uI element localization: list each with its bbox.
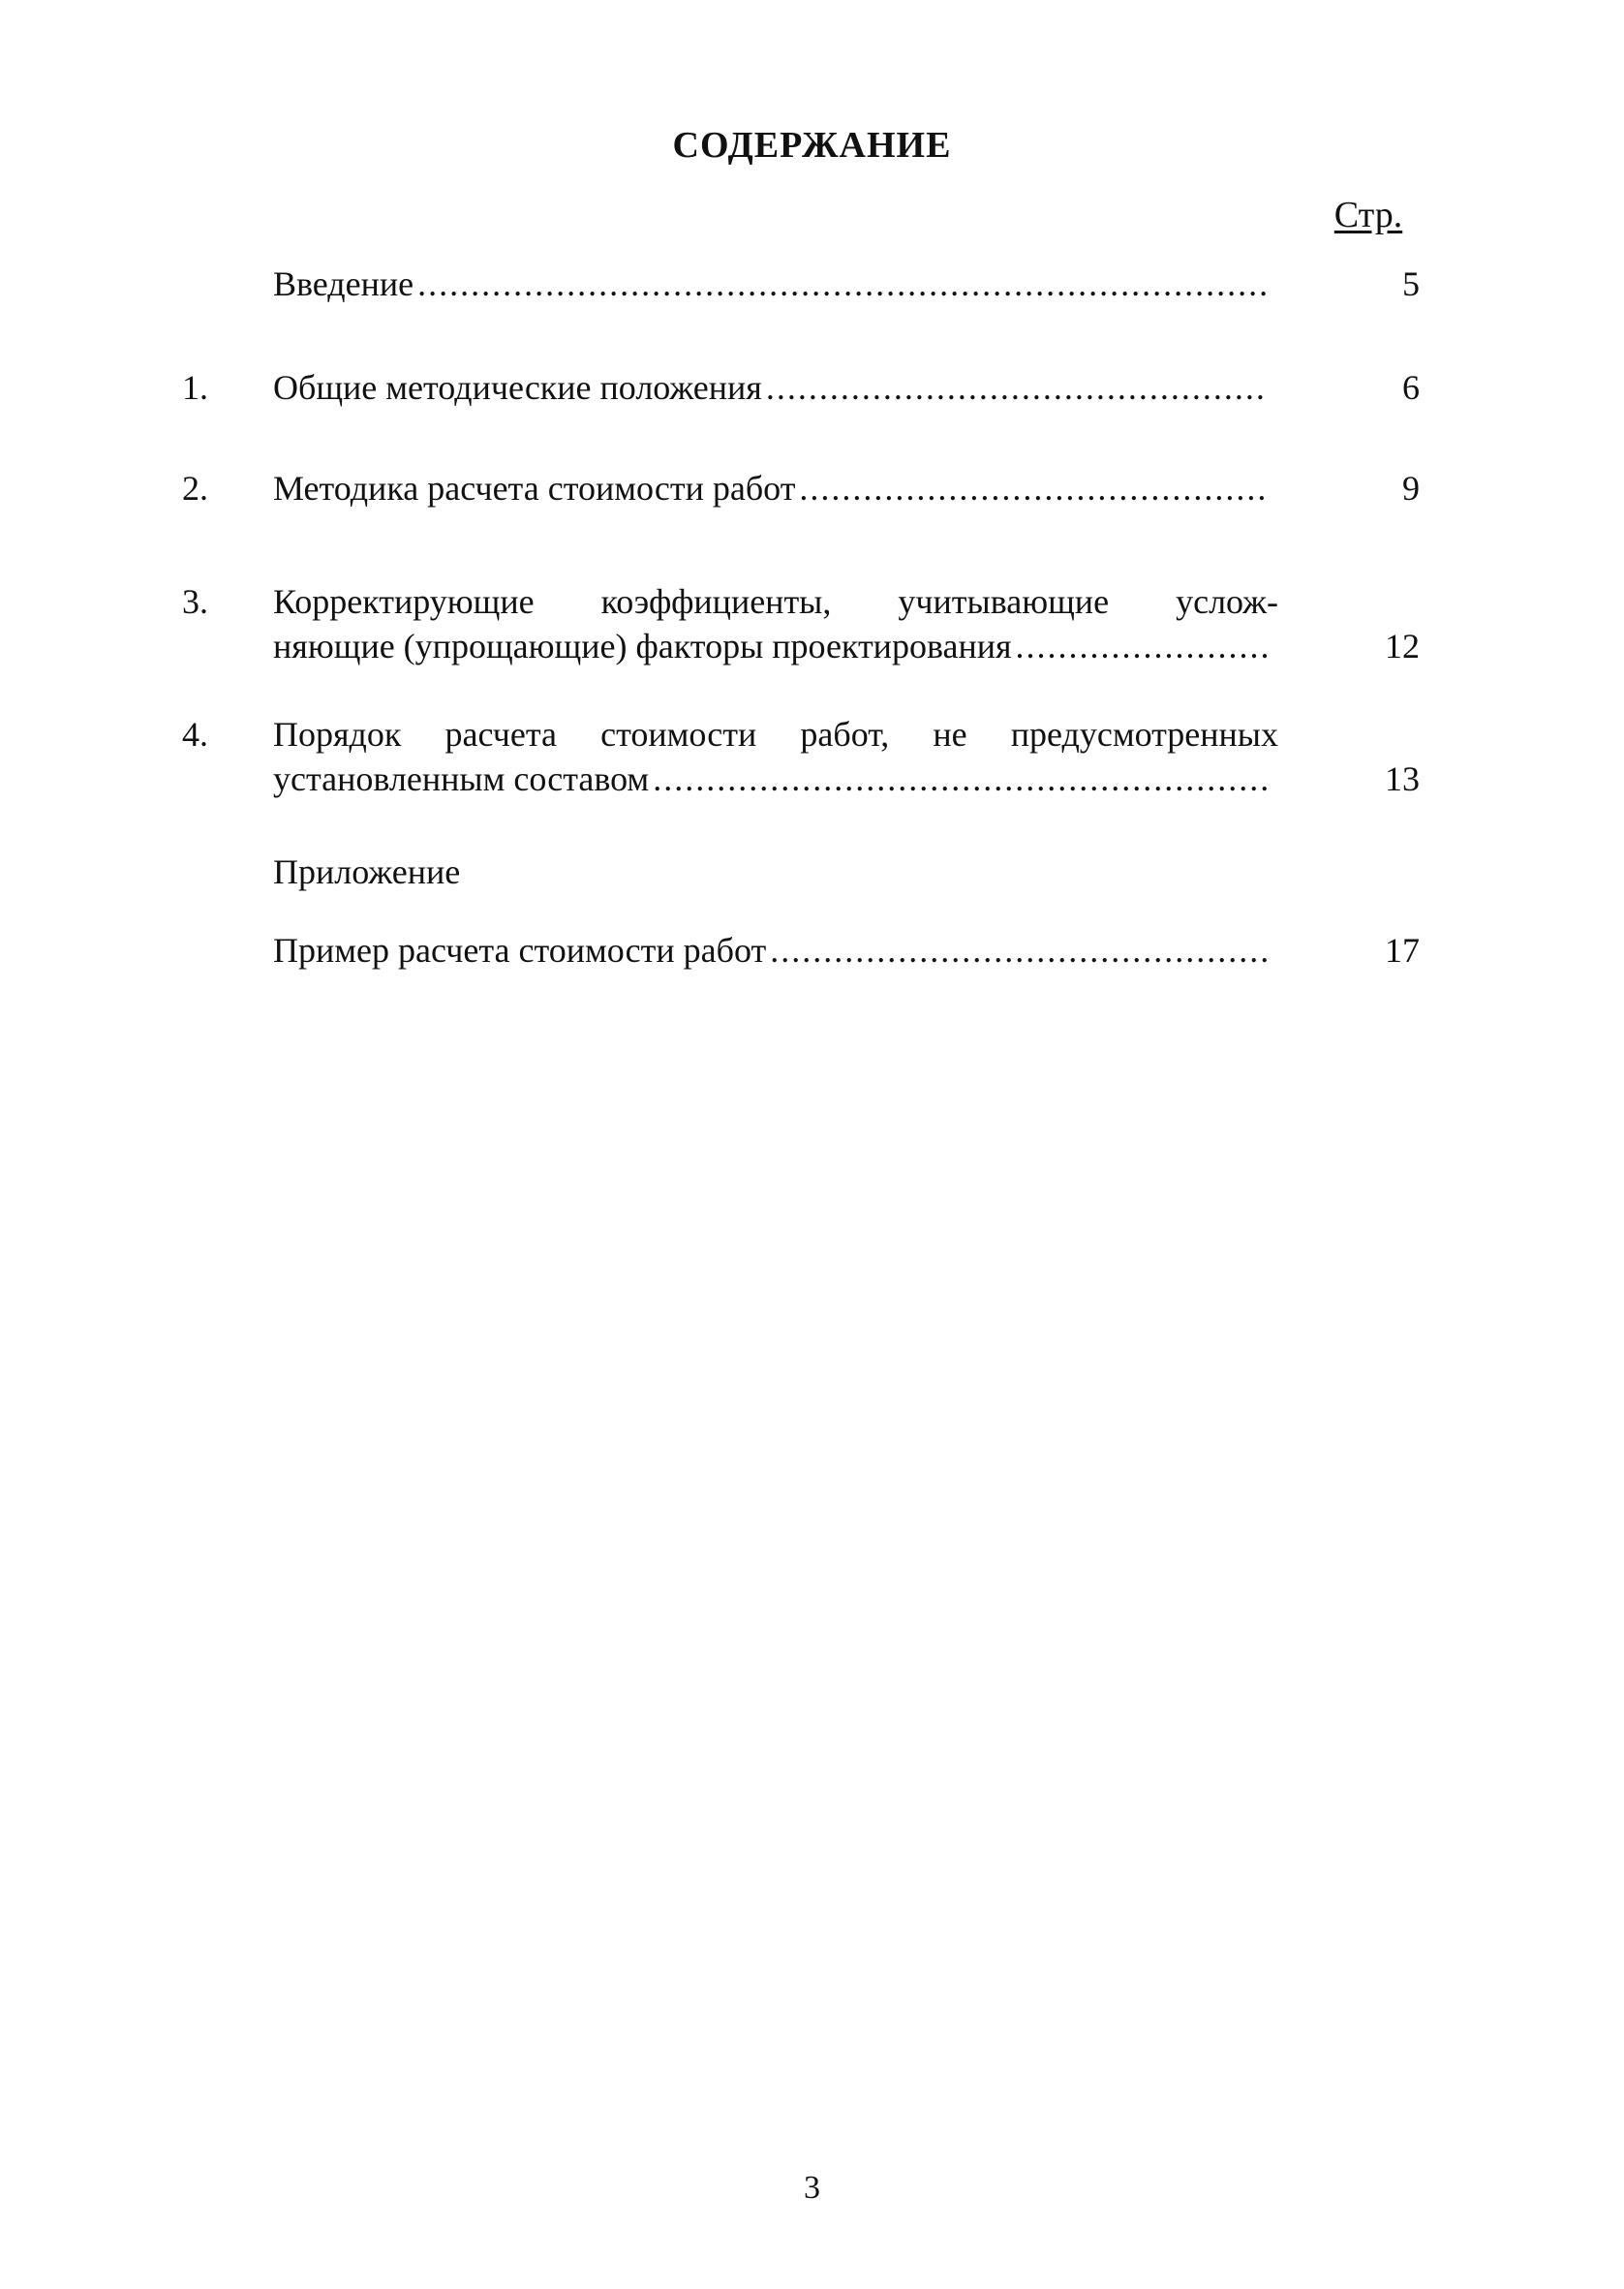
toc-entry-page: 17 — [1385, 931, 1420, 970]
toc-entry-number: 4. — [182, 715, 208, 754]
toc-entry-line — [273, 365, 1278, 410]
toc-entry-text — [273, 466, 1278, 510]
page-number: 3 — [804, 2170, 820, 2206]
toc-entry-line — [273, 262, 1278, 306]
toc-entry-page: 9 — [1402, 469, 1420, 508]
toc-entry-line — [273, 757, 1278, 801]
toc-entry-title: няющие (упрощающие) факторы проектирования — [273, 627, 1012, 665]
toc-entry-page: 5 — [1402, 264, 1420, 303]
dot-leader — [417, 262, 1267, 306]
toc-entry-number: 3. — [182, 582, 208, 621]
toc-entry-line — [273, 850, 1278, 894]
toc-entry-line: Корректирующие коэффициенты, учитывающие услож- — [273, 582, 1278, 621]
page-column-label: Стр. — [1333, 195, 1403, 235]
toc-entry-page: 12 — [1385, 627, 1420, 665]
dot-leader — [1016, 624, 1267, 668]
toc-entry-text — [273, 262, 1278, 306]
document-title: СОДЕРЖАНИЕ — [672, 125, 952, 166]
toc-entry-text — [273, 850, 1278, 894]
toc-entry-text — [273, 928, 1278, 973]
toc-entry-text — [273, 712, 1278, 801]
dot-leader — [653, 757, 1267, 801]
dot-leader — [766, 365, 1267, 410]
toc-entry-text — [273, 365, 1278, 410]
toc-entry-line — [273, 928, 1278, 973]
toc-entry-title: Пример расчета стоимости работ — [273, 931, 767, 970]
toc-entry-line — [273, 624, 1278, 668]
toc-entry-number: 2. — [182, 469, 208, 508]
toc-entry-title: Приложение — [273, 852, 461, 891]
toc-entry-page: 13 — [1385, 759, 1420, 798]
toc-entry-page: 6 — [1402, 368, 1420, 407]
toc-entry-number: 1. — [182, 368, 208, 407]
toc-entry-line — [273, 466, 1278, 510]
dot-leader — [770, 928, 1267, 973]
dot-leader — [799, 466, 1267, 510]
toc-entry-title: Введение — [273, 264, 414, 303]
toc-entry-line: Порядок расчета стоимости работ, не предусмотренных — [273, 715, 1278, 754]
toc-entry-text — [273, 579, 1278, 668]
toc-entry-title: установленным составом — [273, 759, 650, 798]
toc-entry-title: Методика расчета стоимости работ — [273, 469, 796, 508]
toc-entry-title: Общие методические положения — [273, 368, 762, 407]
